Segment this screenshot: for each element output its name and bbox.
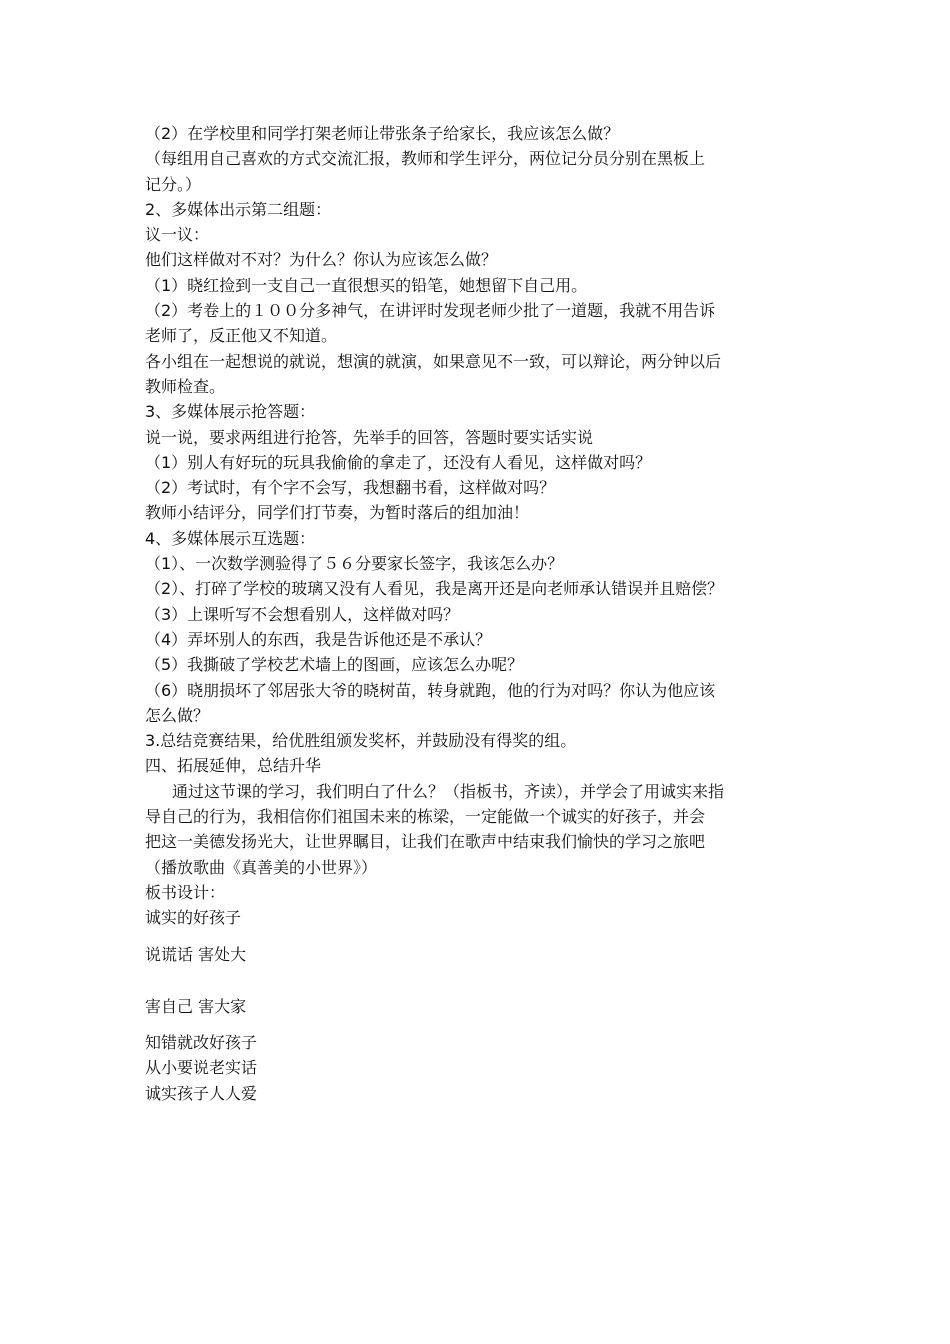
text-line: （每组用自己喜欢的方式交流汇报，教师和学生评分，两位记分员分别在黑板上 [145, 149, 706, 169]
text-line: 3.总结竞赛结果，给优胜组颁发奖杯，并鼓励没有得奖的组。 [145, 731, 577, 751]
section-heading: 4、多媒体展示互选题： [145, 528, 316, 548]
text-line: （1）别人有好玩的玩具我偷偷的拿走了，还没有人看见，这样做对吗？ [145, 452, 652, 472]
text-line: （1）晓红捡到一支自己一直很想买的铅笔，她想留下自己用。 [145, 275, 588, 295]
text-line: 说一说，要求两组进行抢答，先举手的回答，答题时要实话实说 [145, 427, 594, 447]
board-design-heading: 板书设计： [145, 882, 226, 902]
text-line: （3）上课听写不会想看别人，这样做对吗？ [145, 604, 460, 624]
text-line: 怎么做？ [145, 705, 210, 725]
document-body [145, 121, 815, 1106]
board-line: 说谎话 害处大 [145, 944, 247, 964]
board-line: 知错就改好孩子 [145, 1033, 258, 1053]
text-line: 老师了，反正他又不知道。 [145, 326, 338, 346]
text-line: （2）考试时，有个字不会写，我想翻书看，这样做对吗？ [145, 478, 556, 498]
text-line: （4）弄坏别人的东西，我是告诉他还是不承认？ [145, 629, 492, 649]
text-line: 记分。） [145, 174, 202, 194]
text-line: （播放歌曲《真善美的小世界》） [145, 857, 378, 877]
text-line: （6）晓朋损坏了邻居张大爷的晓树苗，转身就跑，他的行为对吗？你认为他应该 [145, 680, 716, 700]
section-heading: 2、多媒体出示第二组题： [145, 199, 332, 219]
text-line: 各小组在一起想说的就说，想演的就演，如果意见不一致，可以辩论，两分钟以后 [145, 351, 722, 371]
section-heading: 3、多媒体展示抢答题： [145, 402, 316, 422]
text-line: 教师小结评分，同学们打节奏，为暂时落后的组加油！ [145, 503, 530, 523]
text-line: 议一议： [145, 225, 210, 245]
text-line: 教师检查。 [145, 376, 226, 396]
section-heading: 四、拓展延伸，总结升华 [145, 756, 322, 776]
board-line: 害自己 害大家 [145, 996, 247, 1016]
paragraph-first-line: 通过这节课的学习，我们明白了什么？（指板书，齐读），并学会了用诚实来指 [172, 781, 725, 801]
text-line: （2）、打碎了学校的玻璃又没有人看见，我是离开还是向老师承认错误并且赔偿？ [145, 579, 724, 599]
text-line: （2）考卷上的１００分多神气，在讲评时发现老师少批了一道题，我就不用告诉 [145, 301, 716, 321]
text-line: （1）、一次数学测验得了５６分要家长签字，我该怎么办？ [145, 554, 564, 574]
text-line: （2）在学校里和同学打架老师让带张条子给家长，我应该怎么做？ [145, 124, 620, 143]
board-title: 诚实的好孩子 [145, 908, 242, 928]
text-line: 他们这样做对不对？为什么？你认为应该怎么做？ [145, 250, 498, 270]
text-line: （5）我撕破了学校艺术墙上的图画，应该怎么办呢？ [145, 655, 524, 675]
board-line: 诚实孩子人人爱 [145, 1083, 258, 1103]
text-line: 导自己的行为，我相信你们祖国未来的栋梁，一定能做一个诚实的好孩子，并会 [145, 807, 706, 827]
board-line: 从小要说老实话 [145, 1058, 258, 1078]
text-line: 把这一美德发扬光大，让世界瞩目，让我们在歌声中结束我们愉快的学习之旅吧 [145, 832, 706, 852]
